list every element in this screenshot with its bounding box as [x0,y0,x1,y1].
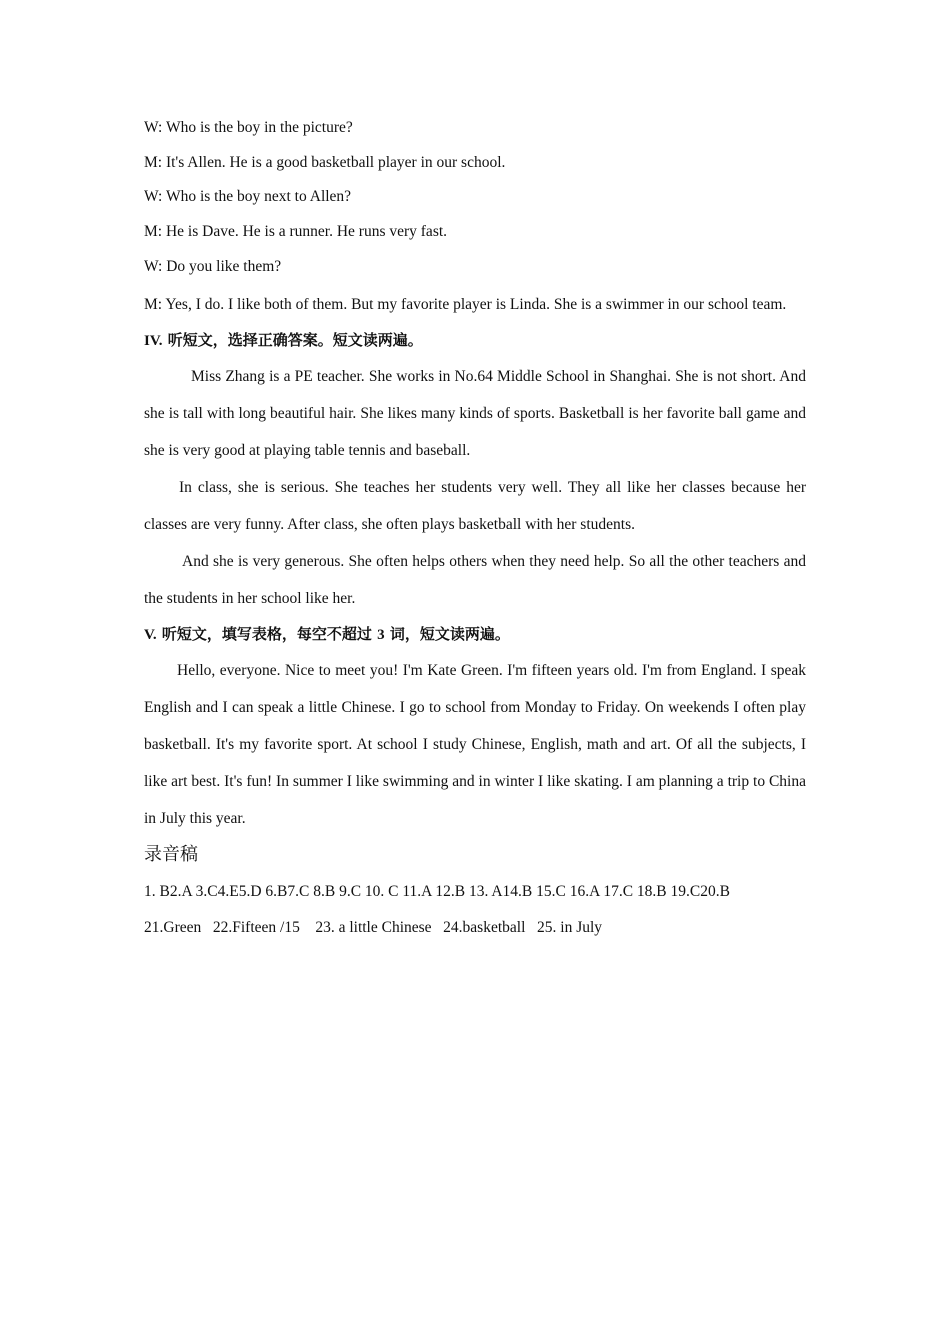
section-5-number: V. [144,627,157,644]
section-4-paragraph-3: And she is very generous. She often helps others when they need help. So all the other teachers and the students in her school like her. [144,553,806,608]
section-5-heading [144,617,806,652]
section-4-paragraph-1: Miss Zhang is a PE teacher. She works in No.64 Middle School in Shanghai. She is not short. And she is tall with long beautiful hair. She likes many kinds of sports. Basketball is her favorite ball game and she is very good at playing table tennis and baseball. [144,368,806,460]
dialog-line-6: M: Yes, I do. I like both of them. But my favorite player is Linda. She is a swimmer in our school team. [144,296,787,314]
dialog-line-1: W: Who is the boy in the picture? [144,119,353,136]
script-title: 录音稿 [144,844,198,866]
section-5-title-part1: 听短文，填写表格，每空不超过 [161,625,372,644]
answer-key-line-2 [144,910,806,946]
section-4-heading [144,323,806,358]
section-4-paragraph-2: In class, she is serious. She teaches her students very well. They all like her classes because her classes are very funny. After class, she often plays basketball with her students. [144,479,806,534]
dialog-line-3: W: Who is the boy next to Allen? [144,188,352,206]
section-5-paragraph: Hello, everyone. Nice to meet you! I'm Kate Green. I'm fifteen years old. I'm from England. I speak English and I can speak a little Chinese. I go to school from Monday to Friday. On weekends I often play basketball. It's my favorite sport. At school I study Chinese, English, math and art. Of all the subjects, I like art best. It's fun! In summer I like swimming and in winter I like skating. I am planning a trip to China in July this year. [144,662,806,828]
dialog-line-4: M: He is Dave. He is a runner. He runs very fast. [144,223,448,241]
section-5-title-num: 3 [377,627,385,644]
dialog-line-2: M: It's Allen. He is a good basketball player in our school. [144,153,506,171]
answer-key-line-2-text: 21.Green 22.Fifteen /15 23. a little Chinese 24.basketball 25. in July [144,919,603,937]
document-page [144,113,806,946]
section-4-title: 听短文，选择正确答案。短文读两遍。 [167,331,423,350]
section-5-title-part2: 词，短文读两遍。 [389,625,510,644]
dialog-line-5: W: Do you like them? [144,257,282,275]
section-4-number: IV. [144,333,163,350]
answer-key-line-1: 1. B2.A 3.C4.E5.D 6.B7.C 8.B 9.C 10. C 11.A 12.B 13. A14.B 15.C 16.A 17.C 18.B 19.C20.B [144,883,730,901]
